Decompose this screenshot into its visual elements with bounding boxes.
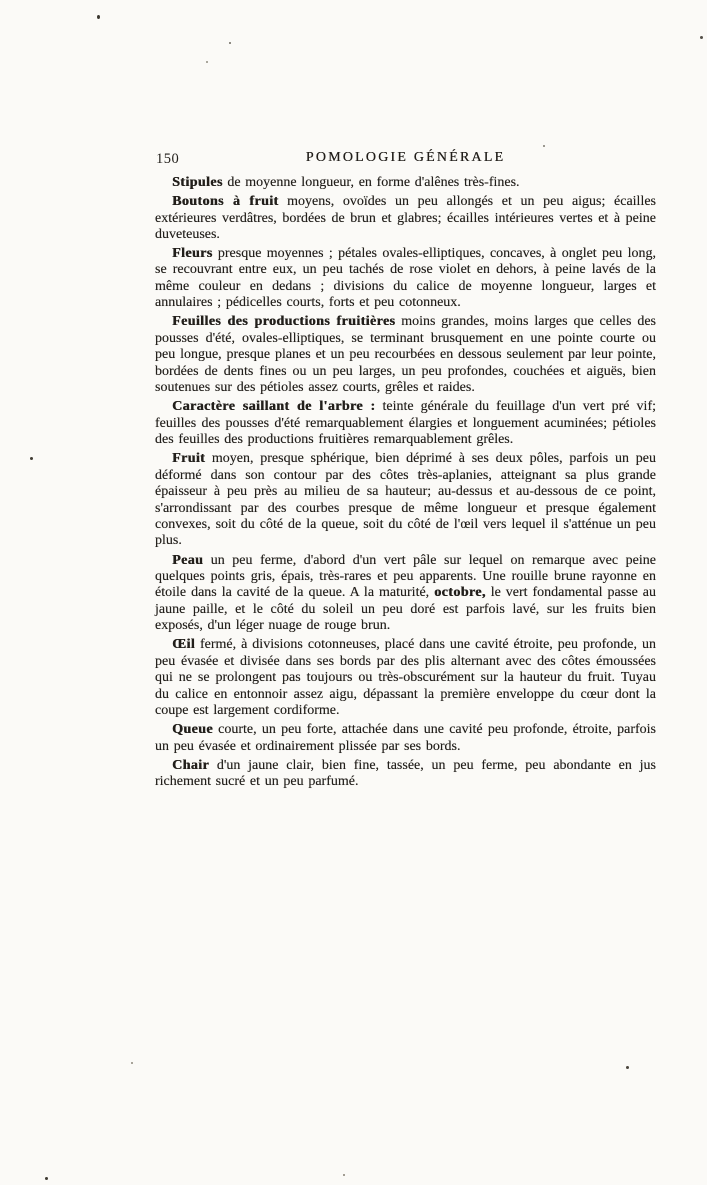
paragraph-lead-oeil: Œil <box>172 637 195 653</box>
scan-speck <box>700 36 703 39</box>
paragraph-chair <box>155 758 656 791</box>
paragraph-lead-boutons-a-fruit: Boutons à fruit <box>172 194 279 210</box>
paragraph-lead-fruit: Fruit <box>172 451 206 467</box>
paragraph-fruit <box>155 451 656 550</box>
paragraph-lead-feuilles: Feuilles des productions fruitières <box>172 314 396 330</box>
paragraph-text-peau-b: le vert fondamental passe au jaune paille, et le côté du soleil un peu doré est parfois lavé, sur les fruits bien exposés, d'un léger nuage de rouge brun. <box>155 585 656 634</box>
paragraph-text-stipules: de moyenne longueur, en forme d'alênes très-fines. <box>227 175 520 190</box>
scan-speck <box>97 15 100 19</box>
paragraph-caractere-saillant <box>155 399 656 448</box>
running-title: POMOLOGIE GÉNÉRALE <box>305 150 506 165</box>
scan-speck <box>626 1066 629 1069</box>
scan-speck <box>343 1174 345 1176</box>
scan-speck <box>229 42 231 44</box>
paragraph-text-peau-a: un peu ferme, d'abord d'un vert pâle sur lequel on remarque avec peine quelques points gris, épais, très-rares et peu apparents. Une rouille brune rayonne en étoile dans la cavité de la queue. A la maturité, <box>155 552 656 601</box>
running-head <box>155 150 656 168</box>
paragraph-lead-caractere-saillant: Caractère saillant de l'arbre : <box>172 399 376 415</box>
paragraph-text-oeil: fermé, à divisions cotonneuses, placé dans une cavité étroite, peu profonde, un peu évasée et divisée dans ses bords par des plis alternant avec des côtes émoussées qui ne se prolongent pas toujours ou très-obscurément sur la hauteur du fruit. Tuyau du calice en entonnoir assez aigu, dépassant la première enveloppe du cœur dont la coupe est largement cordiforme. <box>155 637 657 719</box>
paragraph-bold-octobre: octobre, <box>434 585 486 601</box>
paragraph-stipules <box>155 175 656 191</box>
paragraph-lead-stipules: Stipules <box>172 175 223 190</box>
paragraph-text-fruit: moyen, presque sphérique, bien déprimé à ses deux pôles, parfois un peu déformé dans son contour par des côtes très-aplanies, atteignant sa plus grande épaisseur à peu près au milieu de sa hauteur; au-dessus et au-dessous de ce point, s'arrondissant par des courbes presque de même longueur et presque également convexes, soit du côté de la queue, soit du côté de l'œil vers lequel il s'atténue un peu plus. <box>155 451 656 549</box>
paragraph-text-fleurs: presque moyennes ; pétales ovales-elliptiques, concaves, à onglet peu long, se recouvrant entre eux, un peu tachés de rose violet en dehors, à peine lavés de la même couleur en dedans ; divisions du calice de moyenne longueur, larges et annulaires ; pédicelles courts, forts et peu cotonneux. <box>155 246 656 311</box>
paragraph-queue <box>155 722 656 755</box>
paragraph-text-feuilles: moins grandes, moins larges que celles des pousses d'été, ovales-elliptiques, se terminant brusquement en une pointe courte ou peu longue, presque planes et un peu recourbées en dessous seulement par leur pointe, bordées de dents fines ou un peu larges, un peu profondes, couchées et aiguës, bien soutenues sur des pétioles assez courts, grêles et raides. <box>155 314 656 396</box>
scan-speck <box>30 457 33 460</box>
paragraph-lead-queue: Queue <box>172 722 213 738</box>
paragraph-lead-peau: Peau <box>172 552 204 568</box>
paragraph-text-chair: d'un jaune clair, bien fine, tassée, un peu ferme, peu abondante en jus richement sucré et un peu parfumé. <box>155 757 657 790</box>
scan-speck <box>543 145 545 147</box>
paragraph-boutons-a-fruit <box>155 194 656 243</box>
scan-speck <box>45 1177 48 1180</box>
paragraph-peau <box>155 553 656 635</box>
paragraph-oeil <box>155 637 656 719</box>
paragraph-text-boutons-a-fruit: moyens, ovoïdes un peu allongés et un peu aigus; écailles extérieures verdâtres, bordées de brun et glabres; écailles intérieures vertes et à peine duveteuses. <box>155 194 657 242</box>
text-block <box>155 175 656 793</box>
scan-speck <box>131 1062 133 1064</box>
paragraph-feuilles <box>155 314 656 396</box>
scan-speck <box>206 61 208 63</box>
page-number: 150 <box>156 151 180 167</box>
paragraph-lead-chair: Chair <box>172 757 209 773</box>
paragraph-text-queue: courte, un peu forte, attachée dans une cavité peu profonde, étroite, parfois un peu évasée et ordinairement plissée par ses bords. <box>155 722 656 754</box>
paragraph-fleurs <box>155 246 656 312</box>
paragraph-lead-fleurs: Fleurs <box>172 246 213 261</box>
paragraph-text-caractere-saillant: teinte générale du feuillage d'un vert pré vif; feuilles des pousses d'été remarquablement élargies et longuement acuminées; pétioles des feuilles des productions fruitières remarquablement grêles. <box>155 399 656 448</box>
